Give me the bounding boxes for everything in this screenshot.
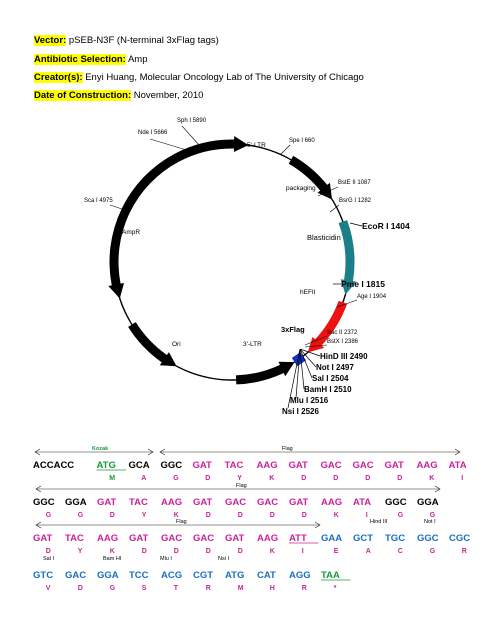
amino-acid: R xyxy=(461,548,467,555)
annotation-label: Flag xyxy=(282,446,293,452)
annotation-label: Nsi I xyxy=(218,556,229,562)
annotation-label: Not I xyxy=(424,519,436,525)
amino-acid: D xyxy=(301,475,307,482)
site-label: Nde I 5666 xyxy=(138,130,168,136)
codon: TCC xyxy=(129,570,149,581)
feature-label: 5'-LTR xyxy=(247,142,266,149)
amino-acid: C xyxy=(397,548,403,555)
codon: GCT xyxy=(353,533,374,544)
codon: GGA xyxy=(65,497,87,508)
codon: GAC xyxy=(352,460,374,471)
amino-acid: G xyxy=(173,475,179,482)
amino-acid: D xyxy=(45,548,51,555)
codon: CGT xyxy=(193,570,214,581)
feature-label: AmpR xyxy=(122,229,141,236)
creator-value: Enyi Huang, Molecular Oncology Lab of The University of Chicago xyxy=(85,72,364,83)
codon: GAC xyxy=(320,460,342,471)
amino-acid: R xyxy=(205,585,211,592)
amino-acid: S xyxy=(141,585,147,592)
amino-acid: M xyxy=(109,475,116,482)
feature-label: 3'-LTR xyxy=(243,341,262,348)
amino-acid: D xyxy=(205,512,211,519)
annotation-label: Sal I xyxy=(43,556,55,562)
amino-acid: D xyxy=(237,548,243,555)
site-label: Sph I 5890 xyxy=(177,118,207,124)
amino-acid: K xyxy=(269,548,275,555)
codon: GAT xyxy=(129,533,149,544)
codon: GTC xyxy=(33,570,54,581)
amino-acid: D xyxy=(333,475,339,482)
codon: GAA xyxy=(321,533,343,544)
amino-acid: I xyxy=(365,512,368,519)
site-label-bold: Mlu I 2516 xyxy=(290,396,329,405)
amino-acid: T xyxy=(173,585,179,592)
annotation-label: Flag xyxy=(236,483,247,489)
amino-acid: A xyxy=(141,475,147,482)
feature-label: packaging xyxy=(286,185,316,192)
annotation-label: Bam HI xyxy=(103,556,122,562)
codon: GAC xyxy=(193,533,215,544)
amino-acid: E xyxy=(333,548,339,555)
codon: ACCACC xyxy=(33,460,75,471)
codon: ATG xyxy=(96,460,116,471)
codon: GGC xyxy=(160,460,183,471)
amino-acid: K xyxy=(333,512,339,519)
codon: AAG xyxy=(161,497,183,508)
codon: AAG xyxy=(256,460,278,471)
codon: GAT xyxy=(192,460,212,471)
site-label-bold: HinD III 2490 xyxy=(320,352,368,361)
codon: GAT xyxy=(97,497,117,508)
site-label-bold: EcoR I 1404 xyxy=(362,221,410,231)
codon: ATA xyxy=(448,460,467,471)
amino-acid: M xyxy=(237,585,244,592)
codon: AAG xyxy=(416,460,438,471)
amino-acid: D xyxy=(173,548,179,555)
codon: TAC xyxy=(129,497,148,508)
codon: GGC xyxy=(385,497,407,508)
site-label-bold: Nsi I 2526 xyxy=(282,407,319,416)
amino-acid: Y xyxy=(237,475,242,482)
amino-acid: H xyxy=(269,585,275,592)
codon: GAT xyxy=(33,533,53,544)
site-label: BstE II 1087 xyxy=(338,180,371,186)
codon: GGC xyxy=(417,533,439,544)
amino-acid: G xyxy=(429,512,436,519)
amino-acid: D xyxy=(205,475,211,482)
site-label-bold: Not I 2497 xyxy=(316,363,354,372)
feature-label: hEFII xyxy=(300,289,316,296)
codon: GGA xyxy=(97,570,119,581)
codon: GCA xyxy=(128,460,150,471)
site-label: Sac II 2372 xyxy=(327,330,358,336)
codon: ATT xyxy=(289,533,307,544)
amino-acid: G xyxy=(77,512,84,519)
codon: GAT xyxy=(384,460,404,471)
site-label-bold: BamH I 2510 xyxy=(304,385,352,394)
feature-label: Blasticidin xyxy=(307,233,341,242)
amino-acid: D xyxy=(365,475,371,482)
creator-label: Creator(s): xyxy=(34,72,83,83)
codon: ACG xyxy=(161,570,183,581)
amino-acid: Y xyxy=(77,548,83,555)
site-label: BstX I 2386 xyxy=(327,339,359,345)
codon: GAC xyxy=(225,497,247,508)
site-label: Sca I 4975 xyxy=(84,198,113,204)
codon: TAC xyxy=(65,533,84,544)
amino-acid: D xyxy=(109,512,115,519)
codon: GAC xyxy=(161,533,183,544)
antibiotic-value: Amp xyxy=(127,54,148,65)
amino-acid: G xyxy=(429,548,436,555)
codon: CAT xyxy=(257,570,276,581)
codon: GGA xyxy=(417,497,439,508)
feature-label: Ori xyxy=(172,341,181,348)
amino-acid: K xyxy=(173,512,179,519)
codon: GGC xyxy=(33,497,55,508)
amino-acid: G xyxy=(397,512,404,519)
codon: TAC xyxy=(224,460,244,471)
annotation-label: Kozak xyxy=(92,446,109,452)
codon: AAG xyxy=(97,533,119,544)
amino-acid: Y xyxy=(141,512,147,519)
codon: ATG xyxy=(225,570,245,581)
codon: AAG xyxy=(321,497,343,508)
codon: AAG xyxy=(257,533,279,544)
date-label: Date of Construction: xyxy=(34,90,132,101)
amino-acid: I xyxy=(461,475,464,482)
date-value: November, 2010 xyxy=(133,90,204,101)
site-label: BsrG I 1282 xyxy=(339,198,372,204)
amino-acid: A xyxy=(365,548,371,555)
site-label-bold: Sal I 2504 xyxy=(312,374,349,383)
codon: TAA xyxy=(321,570,340,581)
codon: GAC xyxy=(257,497,279,508)
amino-acid: D xyxy=(205,548,211,555)
vector-value: pSEB-N3F (N-terminal 3xFlag tags) xyxy=(68,35,219,46)
site-label: Spe I 660 xyxy=(289,138,315,144)
codon: ATA xyxy=(353,497,372,508)
codon: GAT xyxy=(193,497,213,508)
amino-acid: G xyxy=(109,585,116,592)
codon: AGG xyxy=(289,570,311,581)
amino-acid: R xyxy=(301,585,307,592)
codon: TGC xyxy=(385,533,406,544)
antibiotic-label: Antibiotic Selection: xyxy=(34,54,126,65)
amino-acid: D xyxy=(77,585,83,592)
codon: GAC xyxy=(65,570,87,581)
amino-acid: D xyxy=(237,512,243,519)
codon: GAT xyxy=(288,460,308,471)
codon: GAT xyxy=(225,533,245,544)
amino-acid: K xyxy=(109,548,115,555)
amino-acid: K xyxy=(429,475,435,482)
annotation-label: Flag xyxy=(176,519,187,525)
amino-acid: K xyxy=(269,475,275,482)
amino-acid: * xyxy=(333,585,337,592)
annotation-label: Mlu I xyxy=(160,556,172,562)
amino-acid: V xyxy=(45,585,51,592)
codon: GAT xyxy=(289,497,309,508)
amino-acid: D xyxy=(301,512,307,519)
vector-label: Vector: xyxy=(34,35,67,46)
amino-acid: D xyxy=(141,548,147,555)
amino-acid: I xyxy=(301,548,304,555)
amino-acid: G xyxy=(45,512,52,519)
annotation-label: Hind III xyxy=(370,519,388,525)
amino-acid: D xyxy=(269,512,275,519)
codon: CGC xyxy=(449,533,471,544)
site-label: Age I 1904 xyxy=(357,294,387,300)
amino-acid: D xyxy=(397,475,403,482)
site-label-bold: Pme I 1815 xyxy=(341,279,385,289)
feature-label: 3xFlag xyxy=(281,325,305,334)
